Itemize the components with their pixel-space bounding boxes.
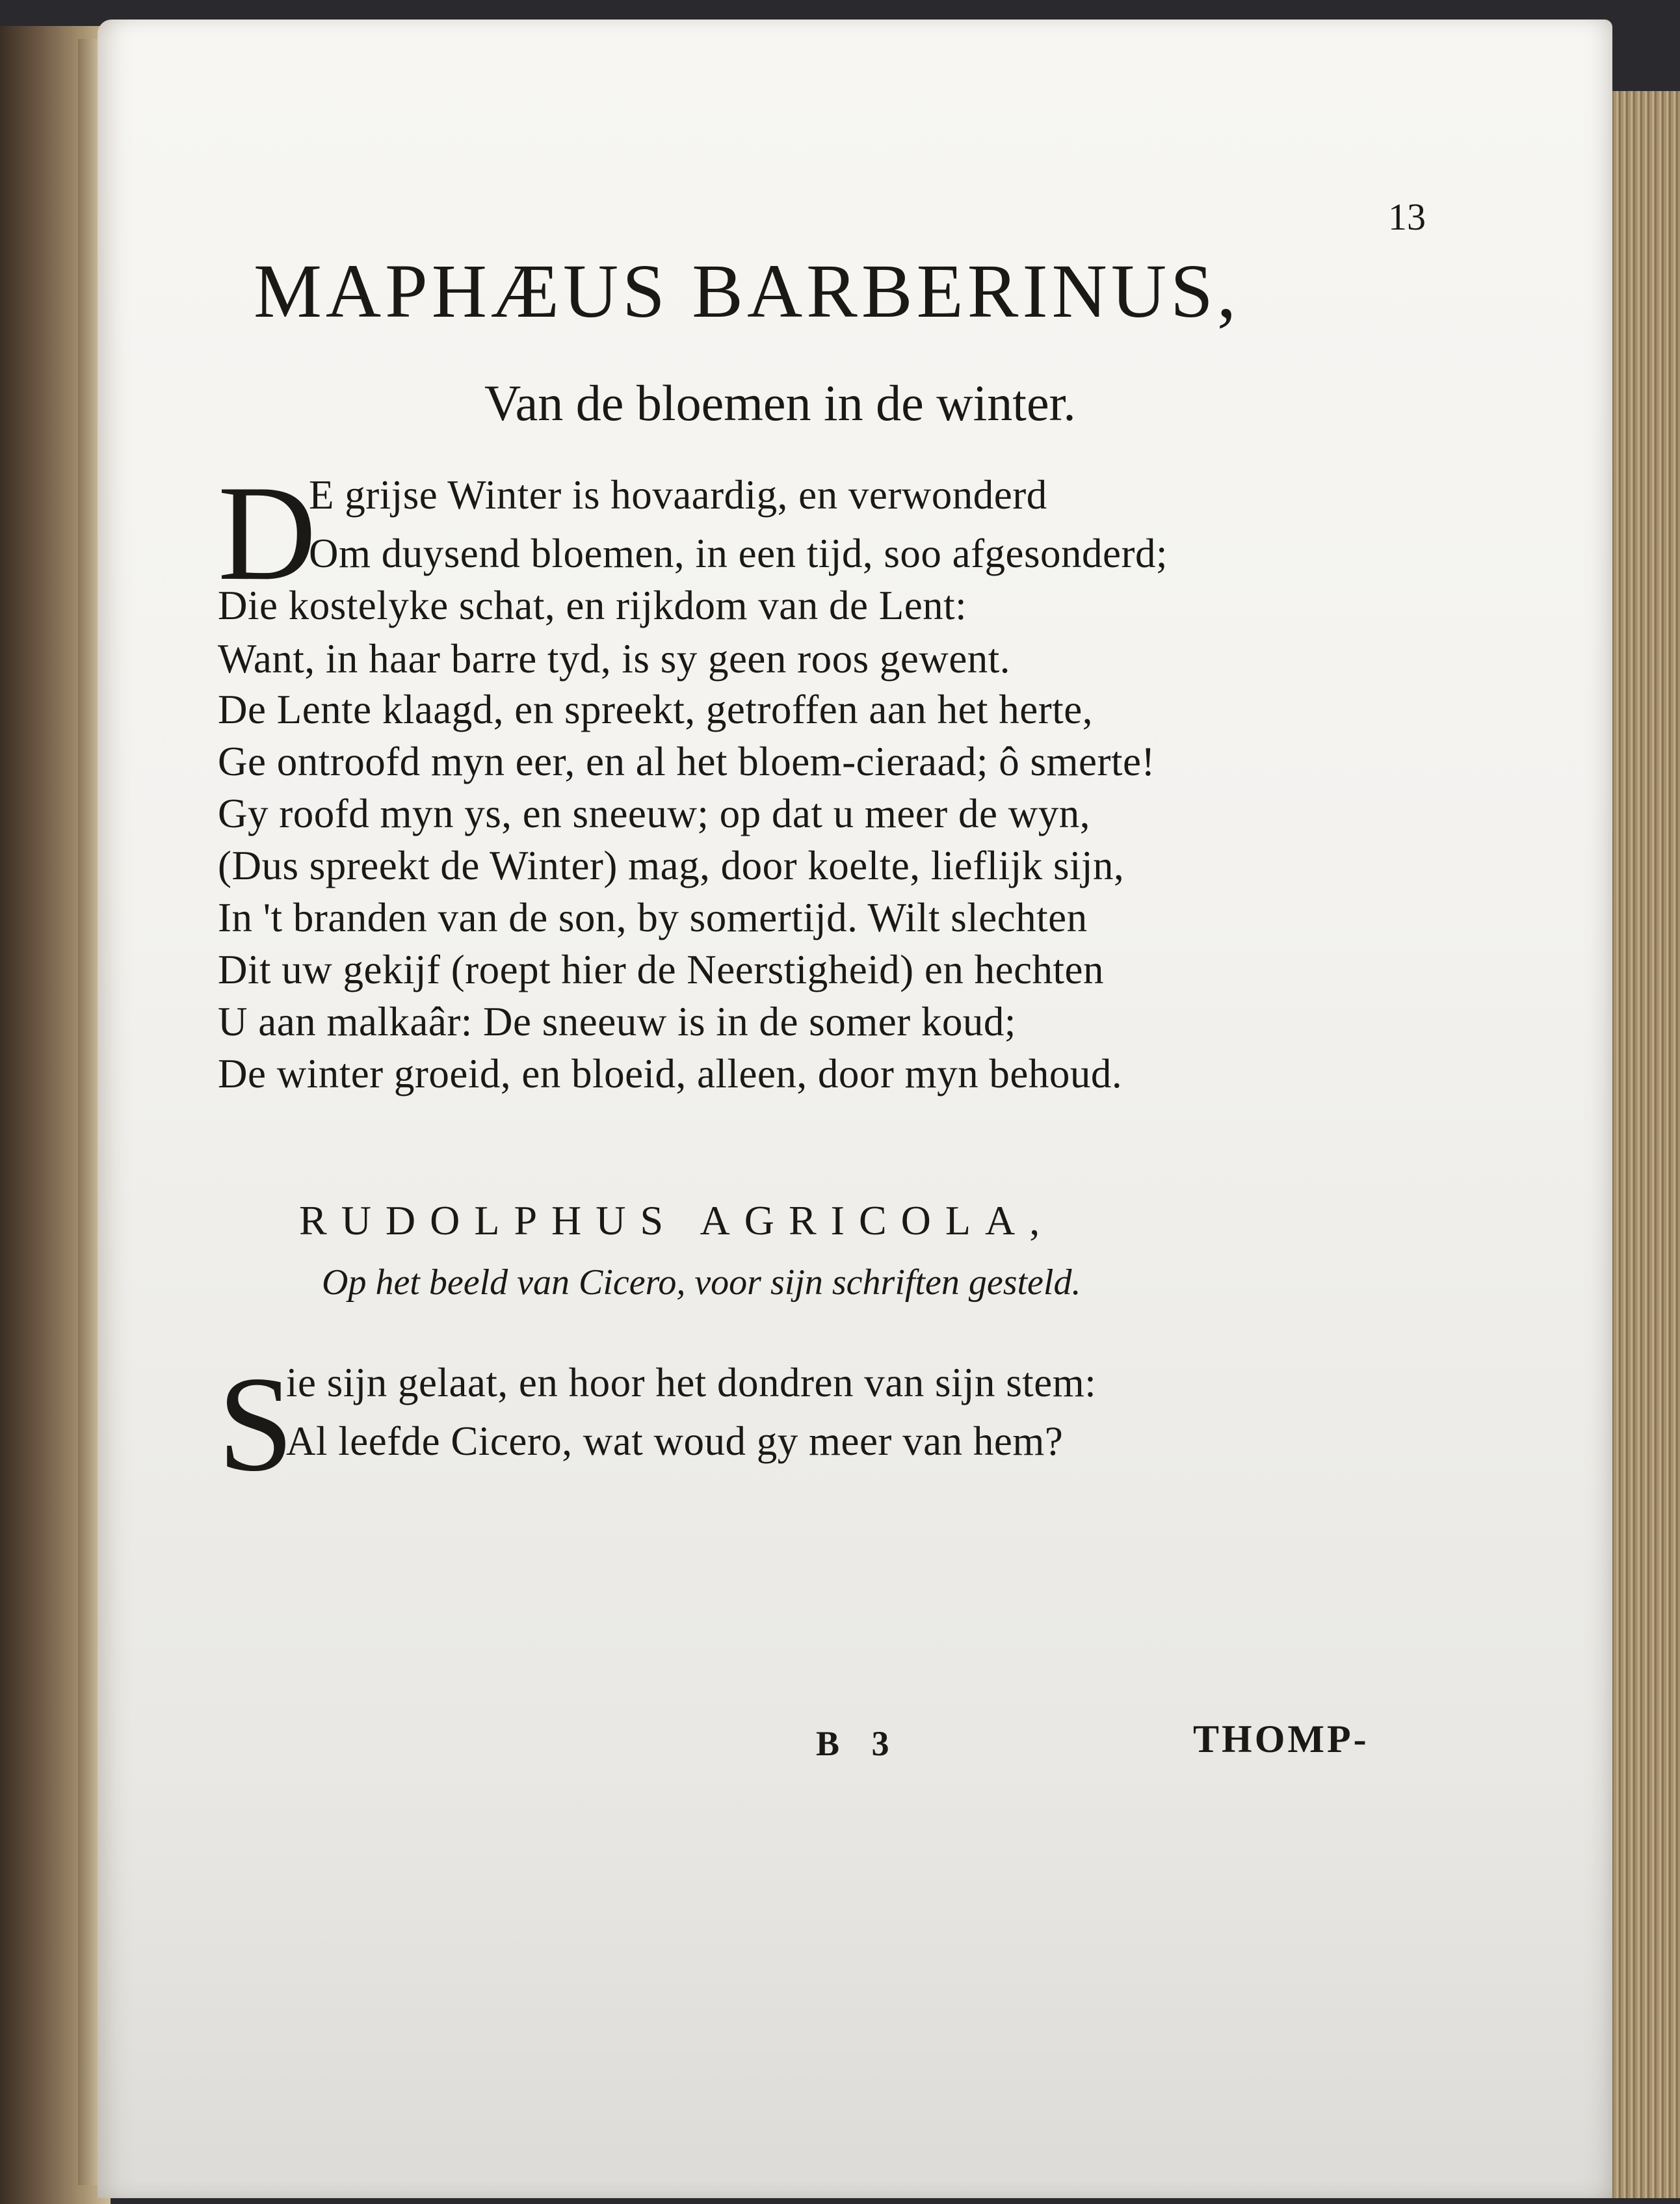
poem-line: Ge ontroofd myn eer, en al het bloem-cieraad; ô smerte! (218, 739, 1155, 784)
poem-line: Om duysend bloemen, in een tijd, soo afgesonderd; (309, 531, 1168, 576)
signature-mark: B 3 (816, 1724, 901, 1763)
dropcap-s: S (218, 1349, 294, 1500)
page-title: MAPHÆUS BARBERINUS, (254, 248, 1240, 334)
poem-line: In 't branden van de son, by somertijd. Wilt slechten (218, 895, 1088, 940)
poem-line: ie sijn gelaat, en hoor het dondren van sijn stem: (286, 1360, 1097, 1405)
poem-line: Gy roofd myn ys, en sneeuw; op dat u meer de wyn, (218, 791, 1090, 836)
poem-line: U aan malkaâr: De sneeuw is in de somer koud; (218, 999, 1016, 1044)
poem-line: Die kostelyke schat, en rijkdom van de Lent: (218, 583, 967, 628)
book-page (98, 20, 1612, 2198)
poem-line: Al leefde Cicero, wat woud gy meer van hem? (286, 1418, 1064, 1464)
poem-line: (Dus spreekt de Winter) mag, door koelte, lieflijk sijn, (218, 843, 1125, 888)
poem-line: E grijse Winter is hovaardig, en verwonderd (309, 472, 1047, 518)
poem-line: De Lente klaagd, en spreekt, getroffen aan het herte, (218, 687, 1093, 732)
catchword: THOMP- (1193, 1718, 1369, 1760)
page-subtitle: Van de bloemen in de winter. (484, 375, 1076, 431)
poem-line: Want, in haar barre tyd, is sy geen roos gewent. (218, 636, 1011, 682)
page-number: 13 (1388, 196, 1426, 238)
dropcap-d: D (218, 458, 317, 609)
poem-line: De winter groeid, en bloeid, alleen, door myn behoud. (218, 1051, 1123, 1096)
section-subtitle-agricola: Op het beeld van Cicero, voor sijn schriften gesteld. (322, 1262, 1081, 1303)
section-heading-agricola: RUDOLPHUS AGRICOLA, (299, 1197, 1055, 1243)
poem-line: Dit uw gekijf (roept hier de Neerstigheid) en hechten (218, 947, 1105, 992)
